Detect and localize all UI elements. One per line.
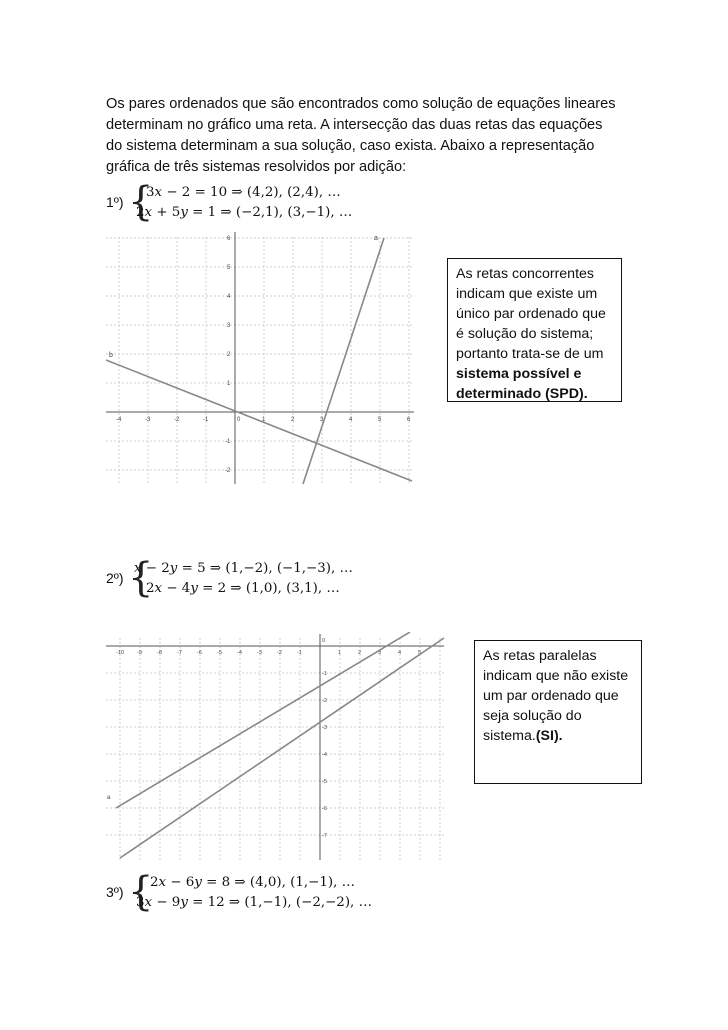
tick-label: -6 <box>197 650 202 656</box>
note-line: As retas concorrentes <box>456 266 594 282</box>
tick-label: -1 <box>322 671 327 677</box>
tick-label: -10 <box>116 650 124 656</box>
tick-label: -7 <box>322 833 327 839</box>
note-box-1 <box>447 258 622 402</box>
tick-label: -3 <box>322 725 327 731</box>
grid <box>106 638 444 860</box>
tick-label: -4 <box>237 650 242 656</box>
note-line: indicam que não existe <box>483 668 629 684</box>
brace-icon: { <box>128 179 154 225</box>
tick-label: 4 <box>349 417 353 423</box>
note-line: único par ordenado que <box>456 306 606 322</box>
tick-label: 4 <box>227 294 231 300</box>
note-line: portanto trata-se de um <box>456 346 604 362</box>
tick-label: 3 <box>320 417 324 423</box>
tick-label: 5 <box>378 417 382 423</box>
note-line: seja solução do <box>483 708 582 724</box>
line-b <box>120 638 444 858</box>
system-label: 1º) <box>106 194 124 210</box>
intro-line: Os pares ordenados que são encontrados como solução de equações lineares <box>106 96 616 112</box>
tick-label: -2 <box>174 417 180 423</box>
tick-label: 5 <box>418 650 422 656</box>
tick-label: -6 <box>322 806 327 812</box>
equation-1: 2𝑥 − 6𝑦 = 8 ⇒ (4,0), (1,−1), … <box>150 875 355 890</box>
tick-label: -5 <box>322 779 327 785</box>
tick-label: -3 <box>257 650 262 656</box>
graph-2 <box>106 632 446 862</box>
system-1 <box>106 179 406 226</box>
intro-paragraph <box>106 94 626 178</box>
tick-label: 2 <box>291 417 295 423</box>
tick-label: -4 <box>116 417 122 423</box>
line-a-label: a <box>374 235 378 242</box>
note-bold: (SI). <box>535 728 563 744</box>
note-text: sistema. <box>483 728 536 744</box>
graph-1 <box>106 228 416 488</box>
note-bold-line: determinado (SPD). <box>456 386 588 402</box>
equation-2: 3𝑥 − 9𝑦 = 12 ⇒ (1,−1), (−2,−2), … <box>136 895 372 910</box>
tick-label: -2 <box>322 698 327 704</box>
system-2 <box>106 555 406 602</box>
intro-line: gráfica de três sistemas resolvidos por adição: <box>106 159 407 175</box>
tick-label: 0 <box>237 417 241 423</box>
equation-1: 𝑥 − 2𝑦 = 5 ⇒ (1,−2), (−1,−3), … <box>134 561 353 576</box>
system-label: 3º) <box>106 884 124 900</box>
tick-label: 3 <box>227 323 231 329</box>
tick-label: -2 <box>225 468 231 474</box>
tick-label: -2 <box>277 650 282 656</box>
note-box-2 <box>474 640 642 784</box>
equation-2: 2𝑥 − 4𝑦 = 2 ⇒ (1,0), (3,1), … <box>146 581 340 596</box>
tick-label: -1 <box>225 439 231 445</box>
system-3 <box>106 869 406 916</box>
tick-label: 1 <box>338 650 342 656</box>
line-b-label: b <box>109 352 113 359</box>
note-line-last <box>483 726 633 746</box>
brace-icon: { <box>128 555 154 601</box>
tick-label: 2 <box>227 352 231 358</box>
line-a <box>303 238 384 484</box>
tick-label: 6 <box>227 236 231 242</box>
line-b <box>106 360 412 481</box>
note-line: indicam que existe um <box>456 286 598 302</box>
note-line: um par ordenado que <box>483 688 619 704</box>
intro-line: determinam no gráfico uma reta. A intersecção das duas retas das equações <box>106 117 603 133</box>
tick-label: 4 <box>398 650 402 656</box>
tick-label: 5 <box>227 265 231 271</box>
tick-label: -4 <box>322 752 327 758</box>
tick-label: 3 <box>378 650 382 656</box>
equation-2: 2𝑥 + 5𝑦 = 1 ⇒ (−2,1), (3,−1), … <box>136 205 353 220</box>
y-tick-labels <box>225 236 231 474</box>
y-tick-labels <box>322 671 327 839</box>
tick-label: -1 <box>203 417 209 423</box>
tick-label: -5 <box>217 650 222 656</box>
tick-label: 0 <box>322 638 326 644</box>
tick-label: 2 <box>358 650 362 656</box>
note-line: é solução do sistema; <box>456 326 594 342</box>
equation-1: 3𝑥 − 2 = 10 ⇒ (4,2), (2,4), … <box>146 185 341 200</box>
tick-label: 1 <box>262 417 266 423</box>
tick-label: -8 <box>157 650 162 656</box>
brace-icon: { <box>128 869 154 915</box>
tick-label: -7 <box>177 650 182 656</box>
grid <box>106 237 414 484</box>
tick-label: -9 <box>137 650 142 656</box>
system-label: 2º) <box>106 570 124 586</box>
tick-label: -3 <box>145 417 151 423</box>
intro-line: do sistema determinam a sua solução, caso exista. Abaixo a representação <box>106 138 595 154</box>
tick-label: -1 <box>297 650 302 656</box>
note-line: As retas paralelas <box>483 648 597 664</box>
note-bold-line: sistema possível e <box>456 366 582 382</box>
tick-label: 6 <box>407 417 411 423</box>
line-a-label: a <box>107 795 111 801</box>
tick-label: 1 <box>227 381 231 387</box>
